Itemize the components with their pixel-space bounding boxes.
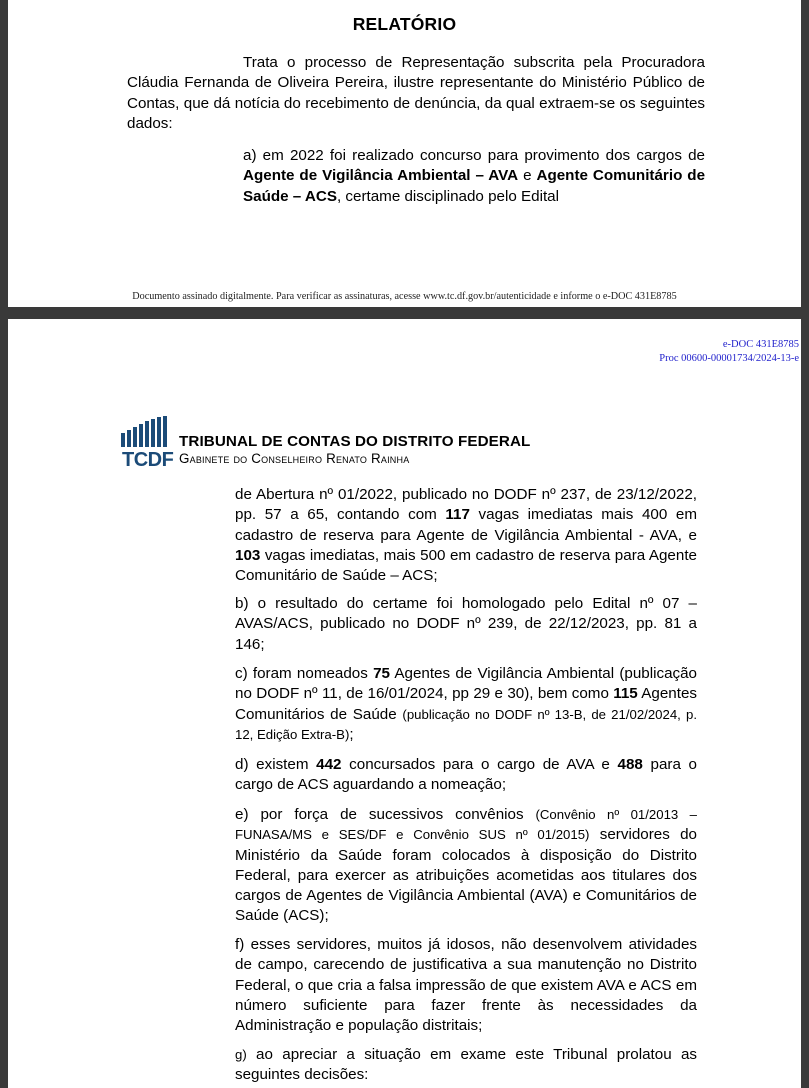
logo-text: TCDF [122, 449, 174, 471]
edoc-id: e-DOC 431E8785 [722, 339, 799, 350]
item-g-paragraph: g) ao apreciar a situação em exame este Tribunal prolatou as seguintes decisões: [235, 1046, 697, 1084]
item-a-continued: de Abertura nº 01/2022, publicado no DODF nº 237, de 23/12/2022, pp. 57 a 65, contando com 117 vagas imediatas mais 400 em cadastro de reserva para Agente de Vigilância Ambiental - AVA, e 103 vagas imediatas, mais 500 em cadastro de reserva para Agente Comunitário de Saúde – ACS; [235, 486, 697, 585]
signature-footer: Documento assinado digitalmente. Para verificar as assinaturas, acesse www.tc.df.gov.br/autenticidade e informe o e-DOC 431E8785 [132, 291, 677, 302]
item-b-paragraph: b) o resultado do certame foi homologado pelo Edital nº 07 – AVAS/ACS, publicado no DODF nº 239, de 22/12/2023, pp. 81 a 146; [235, 595, 697, 653]
document-page-1 [8, 0, 801, 307]
item-a-paragraph: a) em 2022 foi realizado concurso para provimento dos cargos de Agente de Vigilância Ambiental – AVA e Agente Comunitário de Saúde – ACS, certame disciplinado pelo Edital [243, 147, 706, 205]
logo-columns-icon [119, 415, 173, 449]
document-page-2 [8, 319, 801, 1088]
org-subtitle: Gabinete do Conselheiro Renato Rainha [179, 451, 410, 466]
item-f-paragraph: f) esses servidores, muitos já idosos, não desenvolvem atividades de campo, carecendo de justificativa a sua manutenção no Distrito Federal, o que cria a falsa impressão de que existem AVA e ACS em número suficiente para fazer frente às necessidades da Administração e população distritais; [235, 936, 697, 1035]
item-d-paragraph: d) existem 442 concursados para o cargo de AVA e 488 para o cargo de ACS aguardando a nomeação; [235, 756, 697, 794]
intro-paragraph: Trata o processo de Representação subscrita pela Procuradora Cláudia Fernanda de Oliveira Pereira, ilustre representante do Ministério Público de Contas, que dá notícia do recebimento de denúncia, da qual extraem-se os seguintes dados: [127, 54, 705, 132]
item-c-paragraph: c) foram nomeados 75 Agentes de Vigilância Ambiental (publicação no DODF nº 11, de 16/01/2024, pp 29 e 30), bem como 115 Agentes Comunitários de Saúde (publicação no DODF nº 13-B, de 21/02/2024, p. 12, Edição Extra-B); [235, 665, 697, 743]
org-name: TRIBUNAL DE CONTAS DO DISTRITO FEDERAL [179, 433, 531, 450]
item-e-paragraph: e) por força de sucessivos convênios (Convênio nº 01/2013 – FUNASA/MS e SES/DF e Convênio SUS nº 01/2015) servidores do Ministério da Saúde foram colocados à disposição do Distrito Federal, para exercer as atribuições acometidas aos titulares dos cargos de Agentes de Vigilância Ambiental (AVA) e Comunitários de Saúde (ACS); [235, 806, 697, 925]
report-title: RELATÓRIO [352, 14, 457, 34]
tcdf-logo [119, 415, 173, 471]
process-id: Proc 00600-00001734/2024-13-e [659, 353, 799, 364]
